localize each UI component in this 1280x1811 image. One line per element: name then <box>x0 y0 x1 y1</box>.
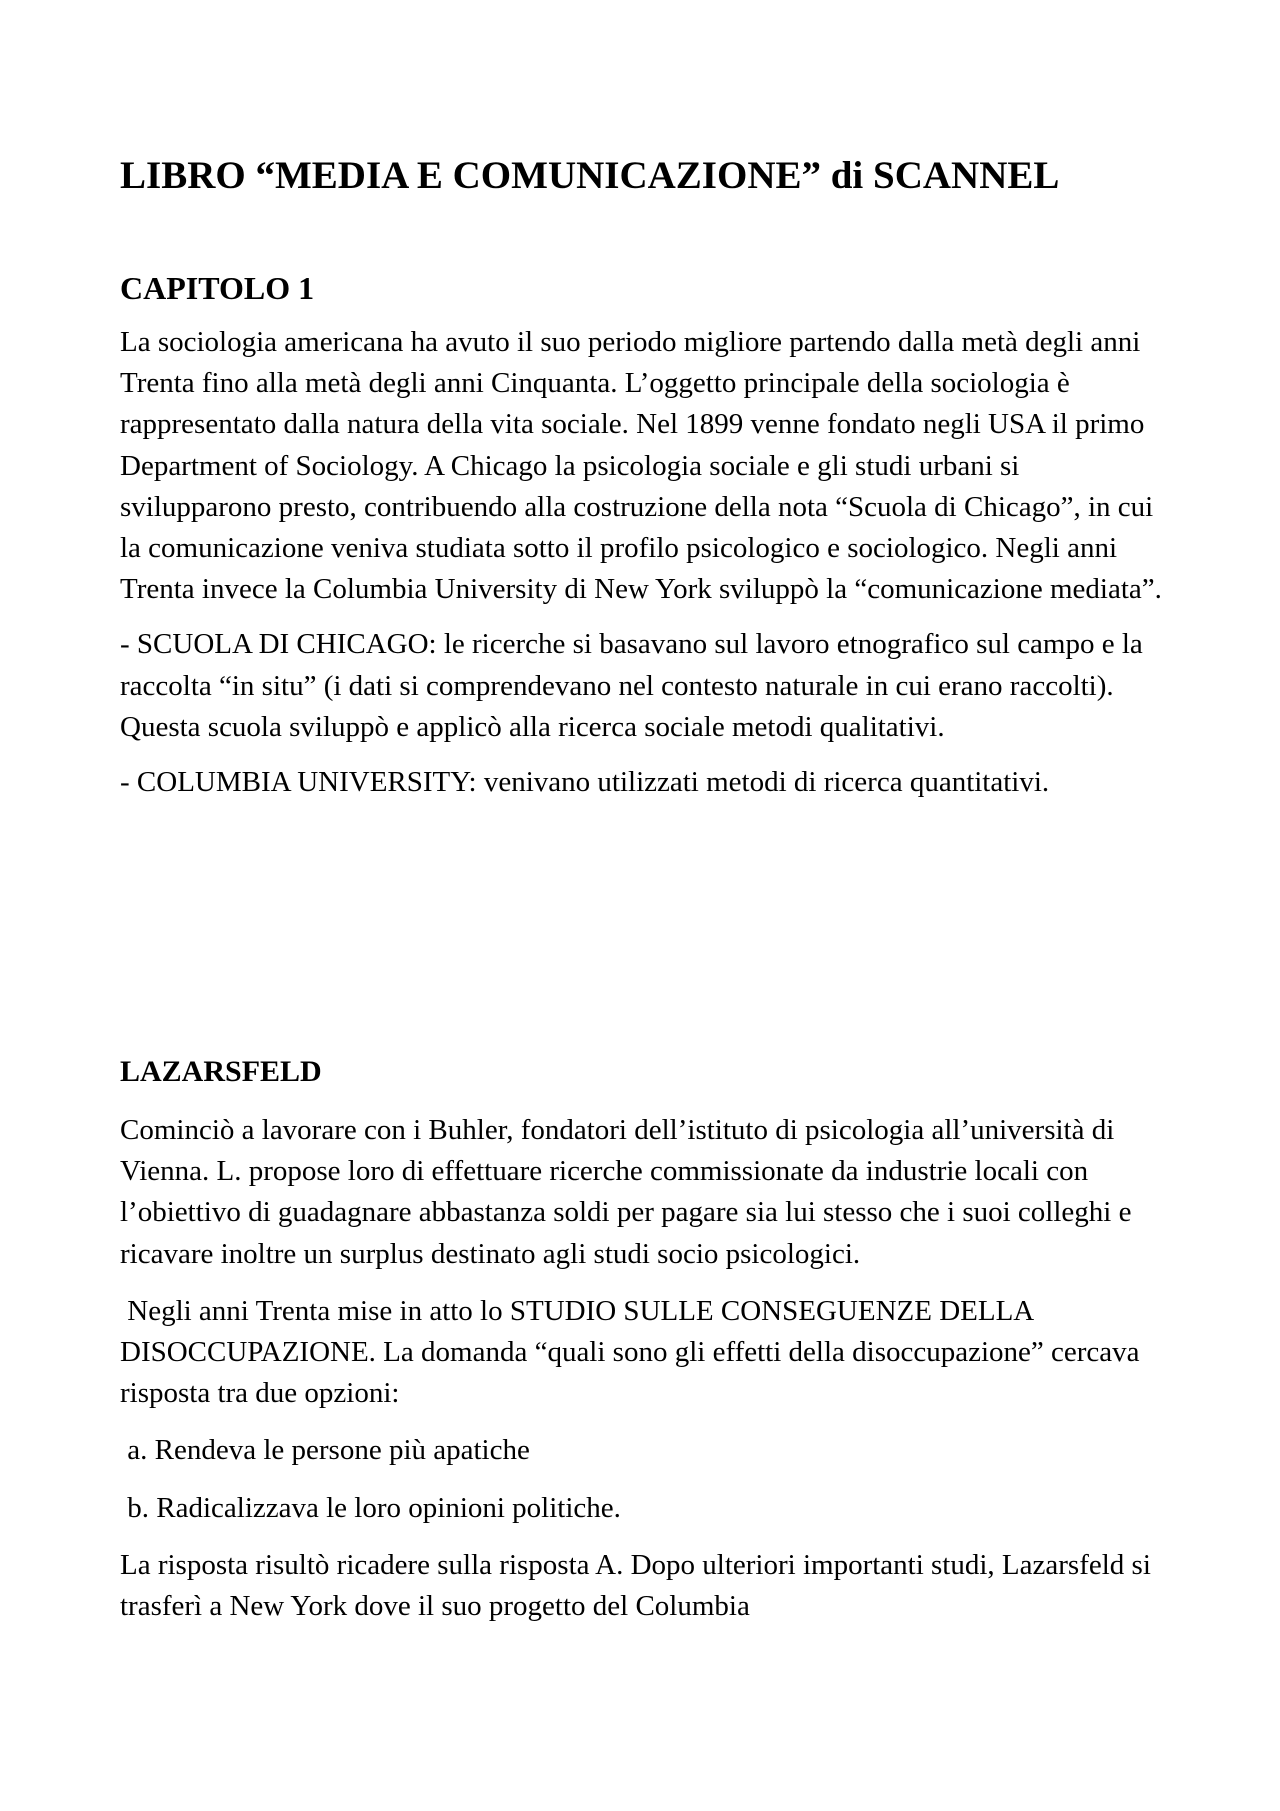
lazarsfeld-section <box>120 1052 1170 1643</box>
document-title: LIBRO “MEDIA E COMUNICAZIONE” di SCANNEL <box>120 154 1060 197</box>
columbia-university-paragraph: - COLUMBIA UNIVERSITY: venivano utilizzati metodi di ricerca quantitativi. <box>120 766 1050 799</box>
chapter-intro-paragraph: La sociologia americana ha avuto il suo periodo migliore partendo dalla metà degli anni Trenta fino alla metà degli anni Cinquanta. L’oggetto principale della sociologia è rappresentato dalla natura della vita sociale. Nel 1899 venne fondato negli USA il primo Department of Sociology. A Chicago la psicologia sociale e gli studi urbani si svilupparono presto, contribuendo alla costruzione della nota “Scuola di Chicago”, in cui la comunicazione veniva studiata sotto il profilo psicologico e sociologico. Negli anni Trenta invece la Columbia University di New York sviluppò la “comunicazione mediata”. <box>120 326 1162 606</box>
chapter-section <box>120 268 1170 817</box>
lazarsfeld-paragraph-3: La risposta risultò ricadere sulla risposta A. Dopo ulteriori importanti studi, Lazarsfeld si trasferì a New York dove il suo progetto del Columbia <box>120 1548 1159 1623</box>
option-a: a. Rendeva le persone più apatiche <box>120 1434 530 1467</box>
option-b: b. Radicalizzava le loro opinioni politiche. <box>120 1491 621 1524</box>
chapter-heading: CAPITOLO 1 <box>120 270 315 306</box>
lazarsfeld-heading: LAZARSFELD <box>120 1055 322 1088</box>
lazarsfeld-paragraph-1: Cominciò a lavorare con i Buhler, fondatori dell’istituto di psicologia all’università di Vienna. L. propose loro di effettuare ricerche commissionate da industrie locali con l’obiettivo di guadagnare abbastanza soldi per pagare sia lui stesso che i suoi colleghi e ricavare inoltre un surplus destinato agli studi socio psicologici. <box>120 1114 1139 1270</box>
lazarsfeld-paragraph-2: Negli anni Trenta mise in atto lo STUDIO SULLE CONSEGUENZE DELLA DISOCCUPAZIONE. La domanda “quali sono gli effetti della disoccupazione” cercava risposta tra due opzioni: <box>120 1294 1147 1410</box>
chicago-school-paragraph: - SCUOLA DI CHICAGO: le ricerche si basavano sul lavoro etnografico sul campo e la raccolta “in situ” (i dati si comprendevano nel contesto naturale in cui erano raccolti). Questa scuola sviluppò e applicò alla ricerca sociale metodi qualitativi. <box>120 628 1151 743</box>
